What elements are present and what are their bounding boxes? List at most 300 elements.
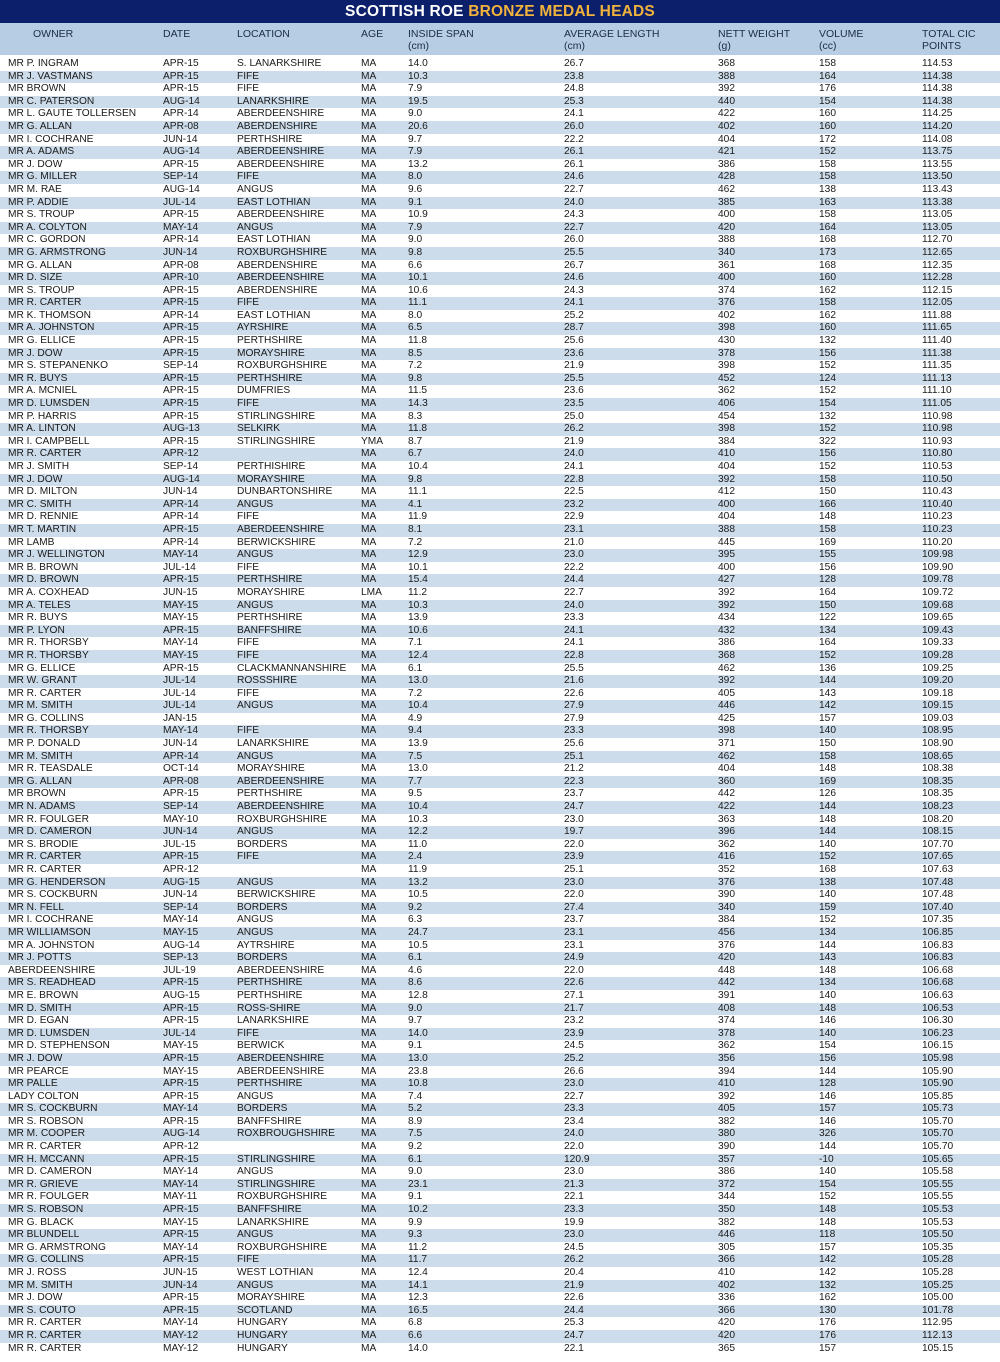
cell-average-length: 19.9 <box>564 1216 584 1228</box>
cell-average-length: 23.3 <box>564 1204 584 1216</box>
cell-average-length: 23.1 <box>564 926 584 938</box>
cell-owner: MR J. DOW <box>8 1292 63 1304</box>
cell-age: MA <box>361 221 377 233</box>
cell-age: MA <box>361 1115 377 1127</box>
cell-age: MA <box>361 158 377 170</box>
cell-volume: 164 <box>819 70 836 82</box>
cell-total-points: 109.72 <box>922 586 954 598</box>
cell-inside-span: 6.1 <box>408 662 423 674</box>
cell-inside-span: 8.9 <box>408 1115 423 1127</box>
cell-location: HUNGARY <box>237 1317 288 1329</box>
table-header <box>0 23 1000 55</box>
cell-owner: MR R. THORSBY <box>8 725 89 737</box>
cell-nett-weight: 430 <box>718 335 735 347</box>
cell-volume: 130 <box>819 1304 836 1316</box>
cell-location: ROXBROUGHSHIRE <box>237 1128 335 1140</box>
cell-owner: MR D. SIZE <box>8 272 63 284</box>
cell-nett-weight: 352 <box>718 864 735 875</box>
cell-age: MA <box>361 146 377 158</box>
cell-inside-span: 7.9 <box>408 146 423 158</box>
cell-location: ANGUS <box>237 826 274 838</box>
cell-average-length: 23.0 <box>564 1229 584 1241</box>
cell-inside-span: 11.7 <box>408 1254 428 1266</box>
cell-total-points: 112.05 <box>922 297 953 309</box>
cell-inside-span: 9.1 <box>408 1191 423 1203</box>
cell-date: APR-15 <box>163 398 199 410</box>
table-row <box>0 234 1000 247</box>
cell-total-points: 110.98 <box>922 410 953 422</box>
cell-age: MA <box>361 1292 377 1304</box>
cell-date: JUN-14 <box>163 889 198 901</box>
cell-total-points: 105.35 <box>922 1241 954 1253</box>
cell-date: MAY-14 <box>163 1166 199 1178</box>
cell-volume: 154 <box>819 1178 836 1190</box>
cell-age: MA <box>361 108 377 120</box>
cell-date: APR-15 <box>163 385 199 397</box>
cell-nett-weight: 392 <box>718 1090 735 1102</box>
cell-total-points: 107.70 <box>922 838 954 850</box>
cell-total-points: 114.20 <box>922 120 953 132</box>
cell-volume: 144 <box>819 939 836 951</box>
cell-volume: 176 <box>819 83 836 95</box>
cell-date: APR-08 <box>163 775 199 787</box>
cell-inside-span: 8.6 <box>408 977 423 989</box>
cell-volume: 126 <box>819 788 836 800</box>
table-row <box>0 1116 1000 1129</box>
header-inside-span: INSIDE SPAN (cm) <box>408 28 474 52</box>
cell-date: MAY-14 <box>163 549 199 561</box>
cell-age: MA <box>361 347 377 359</box>
cell-location: FIFE <box>237 649 260 661</box>
cell-volume: 160 <box>819 272 836 284</box>
cell-owner: MR P. LYON <box>8 624 65 636</box>
cell-date: APR-15 <box>163 1015 199 1027</box>
cell-volume: 166 <box>819 498 836 510</box>
cell-date: JUN-14 <box>163 486 198 498</box>
cell-average-length: 26.0 <box>564 120 584 132</box>
cell-volume: 152 <box>819 385 836 397</box>
cell-average-length: 26.2 <box>564 423 584 435</box>
header-location: LOCATION <box>237 28 290 40</box>
cell-age: MA <box>361 1002 377 1014</box>
cell-inside-span: 13.2 <box>408 158 428 170</box>
cell-date: AUG-14 <box>163 939 200 951</box>
cell-owner: MR R. CARTER <box>8 1329 82 1341</box>
cell-nett-weight: 340 <box>718 246 735 258</box>
cell-nett-weight: 404 <box>718 763 735 775</box>
cell-location: SCOTLAND <box>237 1304 293 1316</box>
cell-date: APR-15 <box>163 1153 199 1165</box>
cell-nett-weight: 446 <box>718 700 735 712</box>
cell-location: ROXBURGHSHIRE <box>237 1241 328 1253</box>
cell-owner: MR J. VASTMANS <box>8 70 93 82</box>
cell-location: ANGUS <box>237 498 274 510</box>
cell-location: FIFE <box>237 637 260 649</box>
cell-nett-weight: 420 <box>718 1317 735 1329</box>
cell-location: FIFE <box>237 83 260 95</box>
cell-total-points: 113.50 <box>922 171 953 183</box>
table-row <box>0 1229 1000 1242</box>
cell-total-points: 106.15 <box>922 1040 954 1052</box>
table-row <box>0 1242 1000 1255</box>
cell-total-points: 109.25 <box>922 662 954 674</box>
cell-average-length: 25.3 <box>564 1317 584 1329</box>
cell-nett-weight: 391 <box>718 989 735 1001</box>
cell-date: MAY-12 <box>163 1342 199 1354</box>
table-row <box>0 1091 1000 1104</box>
cell-volume: 176 <box>819 1329 836 1341</box>
cell-inside-span: 11.2 <box>408 1241 428 1253</box>
table-row <box>0 411 1000 424</box>
cell-average-length: 23.0 <box>564 1078 584 1090</box>
cell-average-length: 22.5 <box>564 486 584 498</box>
cell-owner: MR P. INGRAM <box>8 58 79 69</box>
cell-nett-weight: 366 <box>718 1254 735 1266</box>
cell-owner: MR L. GAUTE TOLLERSEN <box>8 108 137 120</box>
cell-average-length: 25.2 <box>564 309 584 321</box>
cell-average-length: 22.0 <box>564 838 584 850</box>
cell-volume: 140 <box>819 1166 836 1178</box>
cell-location: ABERDEENSHIRE <box>237 801 325 813</box>
cell-date: MAY-15 <box>163 1065 199 1077</box>
cell-date: APR-14 <box>163 498 199 510</box>
cell-nett-weight: 372 <box>718 1178 735 1190</box>
cell-total-points: 106.68 <box>922 977 954 989</box>
cell-average-length: 26.1 <box>564 146 584 158</box>
cell-location: ANGUS <box>237 700 274 712</box>
cell-location: ABERDEENSHIRE <box>237 158 325 170</box>
table-row <box>0 499 1000 512</box>
cell-date: JUL-14 <box>163 196 196 208</box>
table-row <box>0 801 1000 814</box>
cell-nett-weight: 360 <box>718 775 735 787</box>
cell-nett-weight: 350 <box>718 1204 735 1216</box>
cell-age: YMA <box>361 435 384 447</box>
cell-total-points: 111.13 <box>922 372 952 384</box>
cell-average-length: 24.1 <box>564 297 584 309</box>
cell-nett-weight: 410 <box>718 1267 735 1278</box>
cell-location: BORDERS <box>237 952 288 964</box>
cell-nett-weight: 404 <box>718 461 735 472</box>
cell-volume: 156 <box>819 448 836 460</box>
cell-average-length: 23.6 <box>564 347 584 359</box>
cell-total-points: 110.93 <box>922 435 953 447</box>
cell-inside-span: 24.7 <box>408 926 428 938</box>
cell-average-length: 21.7 <box>564 1002 584 1014</box>
cell-owner: MR G. COLLINS <box>8 712 84 724</box>
cell-volume: 152 <box>819 461 836 472</box>
cell-location: FIFE <box>237 561 260 573</box>
cell-owner: MR G. ELLICE <box>8 662 76 674</box>
cell-total-points: 106.83 <box>922 939 954 951</box>
cell-location: ANGUS <box>237 1090 274 1102</box>
cell-age: MA <box>361 1065 377 1077</box>
cell-average-length: 23.3 <box>564 1103 584 1115</box>
cell-owner: MR PEARCE <box>8 1065 69 1077</box>
cell-total-points: 114.08 <box>922 133 953 145</box>
cell-date: JUN-15 <box>163 1267 198 1278</box>
cell-nett-weight: 400 <box>718 498 735 510</box>
cell-volume: 152 <box>819 1191 836 1203</box>
cell-date: SEP-13 <box>163 952 199 964</box>
table-row <box>0 700 1000 713</box>
cell-inside-span: 9.2 <box>408 1141 423 1153</box>
table-row <box>0 1141 1000 1154</box>
table-row <box>0 990 1000 1003</box>
cell-inside-span: 9.8 <box>408 473 423 485</box>
cell-date: JUL-19 <box>163 964 196 976</box>
cell-average-length: 23.2 <box>564 498 584 510</box>
cell-nett-weight: 386 <box>718 1166 735 1178</box>
cell-total-points: 105.00 <box>922 1292 954 1304</box>
cell-inside-span: 8.7 <box>408 435 423 447</box>
cell-volume: 148 <box>819 813 836 825</box>
cell-total-points: 112.65 <box>922 246 953 258</box>
cell-total-points: 108.35 <box>922 788 954 800</box>
cell-location: STIRLINGSHIRE <box>237 435 316 447</box>
cell-date: APR-15 <box>163 1002 199 1014</box>
table-row <box>0 1154 1000 1167</box>
cell-owner: MR G. MILLER <box>8 171 78 183</box>
cell-total-points: 108.23 <box>922 801 954 813</box>
cell-owner: MR BROWN <box>8 83 66 95</box>
cell-total-points: 111.35 <box>922 360 952 372</box>
cell-inside-span: 9.1 <box>408 1040 423 1052</box>
cell-inside-span: 7.1 <box>408 637 423 649</box>
cell-average-length: 23.0 <box>564 1166 584 1178</box>
cell-inside-span: 14.0 <box>408 1342 428 1354</box>
table-row <box>0 121 1000 134</box>
cell-nett-weight: 404 <box>718 511 735 523</box>
cell-owner: MR G. ALLAN <box>8 120 72 132</box>
cell-nett-weight: 392 <box>718 586 735 598</box>
cell-inside-span: 10.1 <box>408 561 428 573</box>
cell-date: APR-15 <box>163 788 199 800</box>
cell-inside-span: 19.5 <box>408 95 428 107</box>
cell-owner: MR J. DOW <box>8 347 63 359</box>
cell-age: MA <box>361 889 377 901</box>
cell-age: MA <box>361 1267 377 1278</box>
table-row <box>0 738 1000 751</box>
cell-age: MA <box>361 133 377 145</box>
cell-average-length: 24.8 <box>564 83 584 95</box>
cell-volume: 168 <box>819 864 836 875</box>
cell-age: MA <box>361 272 377 284</box>
cell-nett-weight: 374 <box>718 284 735 296</box>
cell-nett-weight: 402 <box>718 1279 735 1291</box>
cell-owner: MR K. THOMSON <box>8 309 92 321</box>
cell-date: JUN-14 <box>163 246 198 258</box>
cell-volume: 132 <box>819 1279 836 1291</box>
cell-volume: 163 <box>819 196 836 208</box>
cell-owner: MR R. CARTER <box>8 1317 82 1329</box>
cell-date: APR-15 <box>163 347 199 359</box>
cell-owner: MR D. SMITH <box>8 1002 72 1014</box>
cell-nett-weight: 398 <box>718 322 735 334</box>
cell-owner: MR R. THORSBY <box>8 649 89 661</box>
cell-location: S. LANARKSHIRE <box>237 58 322 69</box>
header-age: AGE <box>361 28 384 40</box>
cell-age: MA <box>361 398 377 410</box>
cell-inside-span: 10.5 <box>408 939 428 951</box>
cell-volume: 164 <box>819 586 836 598</box>
cell-owner: MR J. ROSS <box>8 1267 67 1278</box>
cell-location: PERTHSHIRE <box>237 574 303 586</box>
cell-nett-weight: 388 <box>718 523 735 535</box>
cell-date: AUG-14 <box>163 146 200 158</box>
cell-location: ANGUS <box>237 926 274 938</box>
table-row <box>0 751 1000 764</box>
cell-total-points: 106.85 <box>922 926 954 938</box>
cell-owner: MR N. FELL <box>8 901 65 913</box>
cell-inside-span: 6.1 <box>408 952 423 964</box>
cell-volume: 157 <box>819 1103 836 1115</box>
cell-owner: MR BROWN <box>8 788 66 800</box>
cell-average-length: 24.7 <box>564 1329 584 1341</box>
title-main: SCOTTISH ROE <box>345 3 469 20</box>
cell-location: PERTHSHIRE <box>237 372 303 384</box>
cell-location: AYRSHIRE <box>237 322 289 334</box>
cell-average-length: 23.0 <box>564 876 584 888</box>
cell-age: MA <box>361 851 377 863</box>
cell-location: ANGUS <box>237 1279 274 1291</box>
table-row <box>0 209 1000 222</box>
cell-volume: 144 <box>819 1141 836 1153</box>
cell-location: MORAYSHIRE <box>237 347 305 359</box>
cell-average-length: 25.3 <box>564 95 584 107</box>
cell-location: MORAYSHIRE <box>237 473 305 485</box>
cell-date: APR-14 <box>163 108 199 120</box>
cell-total-points: 109.78 <box>922 574 954 586</box>
cell-age: MA <box>361 536 377 548</box>
cell-inside-span: 13.9 <box>408 612 428 624</box>
cell-date: APR-15 <box>163 1052 199 1064</box>
cell-inside-span: 10.9 <box>408 209 428 221</box>
cell-date: APR-15 <box>163 1115 199 1127</box>
cell-average-length: 26.1 <box>564 158 584 170</box>
table-row <box>0 108 1000 121</box>
cell-owner: MR J. DOW <box>8 158 63 170</box>
cell-total-points: 109.65 <box>922 612 954 624</box>
cell-total-points: 106.23 <box>922 1027 954 1039</box>
table-row <box>0 625 1000 638</box>
cell-owner: MR G. COLLINS <box>8 1254 84 1266</box>
cell-location: HUNGARY <box>237 1342 288 1354</box>
cell-total-points: 105.28 <box>922 1254 954 1266</box>
cell-nett-weight: 376 <box>718 297 735 309</box>
cell-total-points: 105.15 <box>922 1342 954 1354</box>
table-row <box>0 675 1000 688</box>
cell-nett-weight: 410 <box>718 448 735 460</box>
cell-date: AUG-14 <box>163 473 200 485</box>
cell-owner: LADY COLTON <box>8 1090 79 1102</box>
cell-average-length: 24.5 <box>564 1241 584 1253</box>
cell-volume: 156 <box>819 561 836 573</box>
cell-nett-weight: 378 <box>718 347 735 359</box>
header-nett-weight: NETT WEIGHT (g) <box>718 28 791 52</box>
cell-inside-span: 9.7 <box>408 1015 423 1027</box>
table-row <box>0 864 1000 877</box>
cell-date: AUG-14 <box>163 95 200 107</box>
table-row <box>0 360 1000 373</box>
cell-total-points: 105.53 <box>922 1216 954 1228</box>
cell-volume: 158 <box>819 473 836 485</box>
cell-owner: MR D. STEPHENSON <box>8 1040 110 1052</box>
cell-total-points: 108.95 <box>922 725 954 737</box>
cell-volume: 148 <box>819 763 836 775</box>
cell-location: FIFE <box>237 70 260 82</box>
cell-total-points: 107.40 <box>922 901 954 913</box>
cell-age: MA <box>361 1342 377 1354</box>
cell-inside-span: 11.2 <box>408 586 428 598</box>
cell-date: JUN-14 <box>163 1279 198 1291</box>
table-row <box>0 1053 1000 1066</box>
table-row <box>0 448 1000 461</box>
cell-average-length: 23.7 <box>564 788 584 800</box>
cell-nett-weight: 434 <box>718 612 735 624</box>
cell-date: APR-15 <box>163 851 199 863</box>
cell-nett-weight: 378 <box>718 1027 735 1039</box>
cell-nett-weight: 416 <box>718 851 735 863</box>
cell-date: APR-15 <box>163 297 199 309</box>
cell-location: PERTHSHIRE <box>237 335 303 347</box>
cell-age: MA <box>361 183 377 195</box>
cell-date: APR-15 <box>163 977 199 989</box>
cell-date: SEP-14 <box>163 360 199 372</box>
cell-inside-span: 2.4 <box>408 851 423 863</box>
cell-owner: MR R. FOULGER <box>8 1191 89 1203</box>
cell-total-points: 114.53 <box>922 58 953 69</box>
cell-age: MA <box>361 901 377 913</box>
cell-location: FIFE <box>237 511 260 523</box>
cell-volume: 168 <box>819 234 836 246</box>
cell-location: ANGUS <box>237 1166 274 1178</box>
cell-nett-weight: 421 <box>718 146 735 158</box>
table-row <box>0 1179 1000 1192</box>
table-row <box>0 725 1000 738</box>
cell-average-length: 24.4 <box>564 1304 584 1316</box>
cell-volume: 154 <box>819 398 836 410</box>
cell-owner: MR R. BUYS <box>8 372 68 384</box>
cell-date: MAY-14 <box>163 221 199 233</box>
cell-owner: MR R. GRIEVE <box>8 1178 79 1190</box>
cell-average-length: 23.2 <box>564 1015 584 1027</box>
cell-location: EAST LOTHIAN <box>237 309 311 321</box>
cell-inside-span: 7.5 <box>408 750 423 762</box>
cell-date: APR-14 <box>163 536 199 548</box>
cell-owner: MR C. GORDON <box>8 234 86 246</box>
cell-date: APR-15 <box>163 1078 199 1090</box>
cell-age: MA <box>361 1078 377 1090</box>
cell-date: JUN-14 <box>163 738 198 750</box>
cell-age: MA <box>361 58 377 69</box>
cell-age: MA <box>361 788 377 800</box>
cell-nett-weight: 420 <box>718 952 735 964</box>
cell-volume: 150 <box>819 486 836 498</box>
cell-age: MA <box>361 826 377 838</box>
cell-date: APR-15 <box>163 83 199 95</box>
cell-owner: MR R. CARTER <box>8 448 82 460</box>
cell-owner: MR W. GRANT <box>8 675 78 687</box>
header-average-length: AVERAGE LENGTH (cm) <box>564 28 660 52</box>
cell-volume: 144 <box>819 675 836 687</box>
cell-inside-span: 6.3 <box>408 914 423 926</box>
cell-total-points: 111.65 <box>922 322 952 334</box>
table-row <box>0 197 1000 210</box>
cell-total-points: 111.38 <box>922 347 952 359</box>
table-row <box>0 977 1000 990</box>
table-row <box>0 562 1000 575</box>
